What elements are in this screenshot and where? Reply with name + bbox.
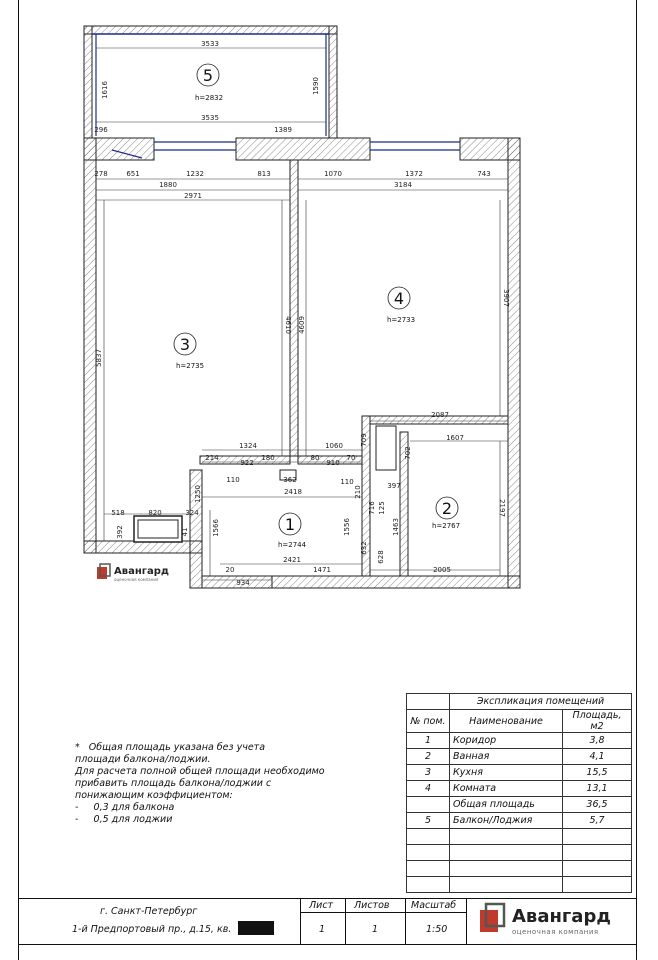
dimension-text: 4610 [284,316,292,334]
row-area: 5,7 [563,813,632,829]
room-height-2: h=2767 [431,522,461,530]
logo-mark-icon [97,567,107,579]
dimension-text: 922 [240,459,254,467]
row-name: Комната [450,781,563,797]
dimension-text: 5837 [95,349,103,367]
row-num: 4 [407,781,450,797]
dimension-text: 3184 [394,181,412,189]
title-block-header-line [300,912,466,913]
logo-big-mark-icon [480,910,498,932]
logo-small-tagline: оценочная компания [114,577,159,582]
dimension-text: 324 [185,509,199,517]
stamp-sheets-label: Листов [354,900,390,911]
dimension-text: 210 [354,485,362,499]
dimension-text: 1590 [312,77,320,95]
note-line: понижающим коэффициентом: [75,790,233,801]
row-area: 15,5 [563,765,632,781]
stamp-scale-label: Масштаб [411,900,457,911]
dimension-text: 1616 [101,81,109,99]
table-row-empty [407,829,632,845]
room-labels [174,64,460,549]
table-row [407,813,632,829]
avangard-logo-small [96,563,176,587]
row-num: 5 [407,813,450,829]
dimension-text: 41 [181,527,189,537]
row-num: 3 [407,765,450,781]
dimension-text: 1463 [392,518,400,536]
dimension-text: 2421 [283,556,301,564]
dimension-text: 3533 [201,40,219,48]
row-num: 2 [407,749,450,765]
dimension-text: 2087 [431,411,449,419]
title-block-divider [345,898,346,944]
dimension-text: 296 [94,126,108,134]
dimension-text: 1389 [274,126,292,134]
dimension-text: 1880 [159,181,177,189]
dimension-text: 716 [368,501,376,515]
room-number-5: 5 [202,66,214,85]
dimension-text: 1607 [446,434,464,442]
room-number-2: 2 [441,499,453,518]
redacted-block [238,921,274,935]
dimension-text: 820 [148,509,162,517]
explication-title: Экспликация помещений [450,694,632,710]
dimension-text: 1060 [325,442,343,450]
dimension-text: 2971 [184,192,202,200]
dimension-text: 709 [360,433,368,447]
row-name: Балкон/Лоджия [450,813,563,829]
row-name: Коридор [450,733,563,749]
note-line: - 0,3 для балкона [75,802,175,813]
dimension-text: 2197 [498,499,506,517]
row-area: 36,5 [563,797,632,813]
dimension-text: 397 [387,482,401,490]
table-row [407,797,632,813]
room-height-3: h=2735 [175,362,205,370]
dimension-text: 392 [116,525,124,539]
dimension-text: 20 [225,566,235,574]
dimension-text: 2418 [284,488,302,496]
note-line: Для расчета полной общей площади необходимо [75,766,325,777]
dimension-text: 813 [257,170,271,178]
note-line: площади балкона/лоджии. [75,754,211,765]
title-block-top-line [18,898,637,899]
dimension-text: 362 [283,476,297,484]
dimension-text: 4609 [298,316,306,334]
row-area: 13,1 [563,781,632,797]
dimension-text: 1471 [313,566,331,574]
title-block-divider [405,898,406,944]
explication-table [406,693,632,893]
column-header-num: № пом. [407,710,450,733]
room-number-1: 1 [284,515,296,534]
stamp-sheets-value: 1 [372,924,379,935]
dimension-text: 702 [404,446,412,460]
dimension-text: 628 [377,550,385,564]
area-notes [75,742,360,826]
row-area: 3,8 [563,733,632,749]
dimension-text: 1566 [212,519,220,537]
dimension-text: 743 [477,170,491,178]
logo-big-name: Авангард [512,906,611,927]
title-block-divider [466,898,467,944]
note-line: прибавить площадь балкона/лоджии с [75,778,272,789]
dimension-text: 632 [360,541,368,555]
dimension-text: 518 [111,509,125,517]
dimension-text: 1070 [324,170,342,178]
table-row-empty [407,845,632,861]
logo-small-name: Авангард [114,566,169,577]
dimension-text: 70 [346,454,356,462]
avangard-logo [478,900,628,944]
title-block-divider [300,898,301,944]
dimension-text: 278 [94,170,108,178]
row-name: Ванная [450,749,563,765]
room-height-4: h=2733 [386,316,416,324]
dimension-text: 1372 [405,170,423,178]
room-number-3: 3 [179,335,191,354]
table-row [407,781,632,797]
dimension-text: 1250 [194,485,202,503]
dimension-text: 1232 [186,170,204,178]
room-height-5: h=2832 [194,94,224,102]
table-row [407,733,632,749]
dimension-text: 3535 [201,114,219,122]
dimension-text: 110 [226,476,240,484]
dimension-text: 910 [326,459,340,467]
dimension-text: 214 [205,454,219,462]
room-number-4: 4 [393,289,405,308]
row-num [407,797,450,813]
dimension-text: 934 [236,579,250,587]
row-name: Кухня [450,765,563,781]
dimension-text: 3907 [502,289,510,307]
table-row-empty [407,861,632,877]
dimension-text: 125 [378,501,386,515]
dimension-text: 1556 [343,518,351,536]
dimension-text: 180 [261,454,275,462]
row-num: 1 [407,733,450,749]
row-area: 4,1 [563,749,632,765]
room-height-1: h=2744 [277,541,307,549]
dimension-text: 651 [126,170,140,178]
stamp-city: г. Санкт-Петербург [100,906,198,917]
column-header-name: Наименование [450,710,563,733]
row-name: Общая площадь [450,797,563,813]
dimension-text: 80 [310,454,320,462]
logo-big-tagline: оценочная компания [512,928,599,936]
dimension-text: 1324 [239,442,257,450]
table-row-empty [407,877,632,893]
stamp-sheet-label: Лист [309,900,334,911]
note-line: - 0,5 для лоджии [75,814,173,825]
note-line: * Общая площадь указана без учета [75,742,266,753]
outer-walls [84,138,520,588]
dimension-text: 110 [340,478,354,486]
table-row [407,749,632,765]
dimension-text: 2005 [433,566,451,574]
stamp-address: 1-й Предпортовый пр., д.15, кв. [72,924,232,935]
column-header-area: Площадь, м2 [563,710,632,733]
stamp-sheet-value: 1 [319,924,326,935]
table-row [407,765,632,781]
stamp-scale-value: 1:50 [426,924,448,935]
